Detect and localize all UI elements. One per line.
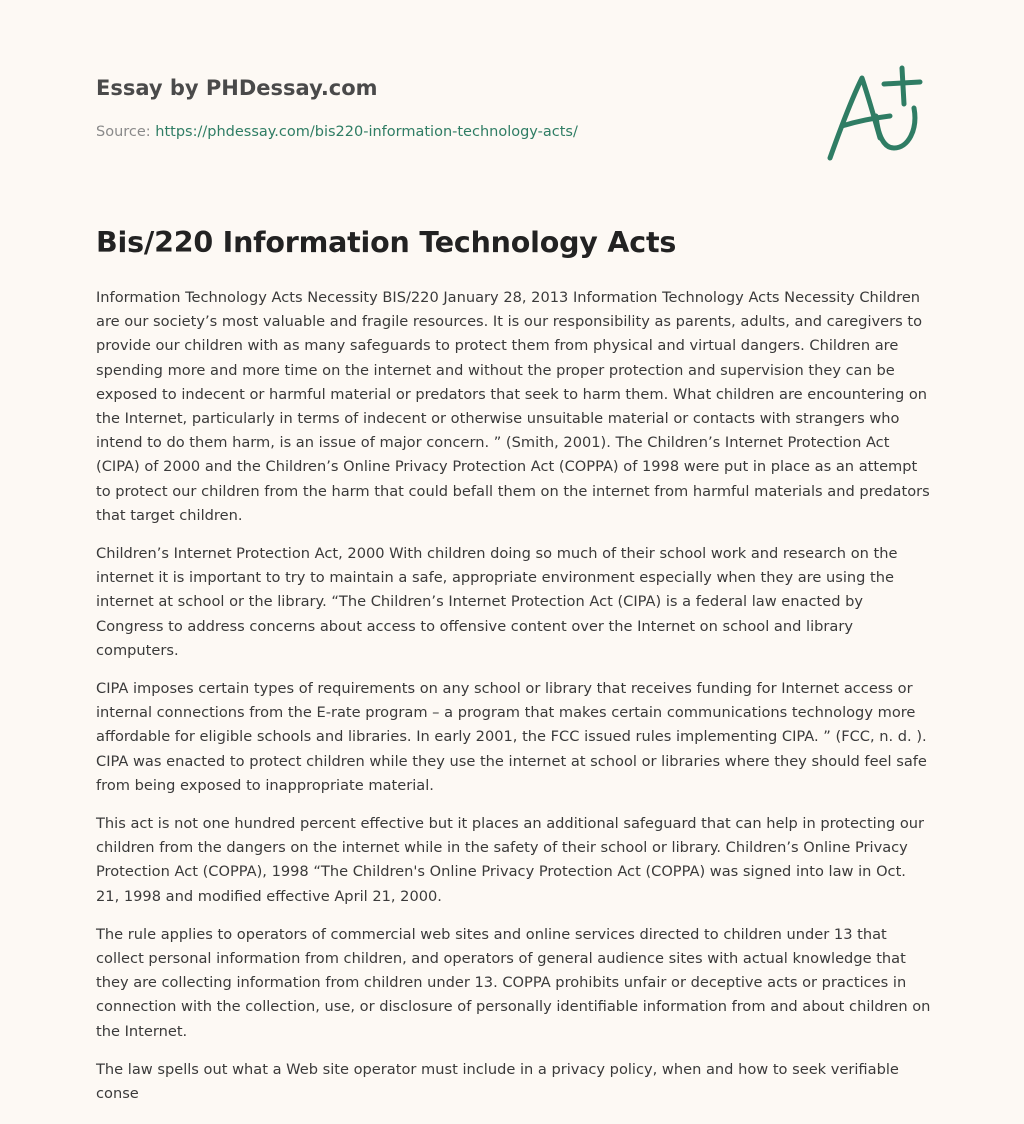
source-label: Source: [96, 124, 151, 140]
essay-paragraph: The law spells out what a Web site operator must include in a privacy policy, when and how to seek verifiable conse [96, 1060, 899, 1103]
a-plus-grade-icon [818, 64, 930, 168]
site-brand: Essay by PHDessay.com [96, 76, 378, 100]
essay-paragraph: The rule applies to operators of commercial web sites and online services directed to children under 13 that collect personal information from children, and operators of general audience sites with actual knowledge that they are collecting information from children under 13. COPPA prohibits unfair or deceptive acts or practices in connection with the collection, use, or disclosure of personally identifiable information from and about children on the Internet. [96, 925, 931, 1040]
essay-paragraph: Information Technology Acts Necessity BIS/220 January 28, 2013 Information Technology Acts Necessity Children are our society’s most valuable and fragile resources. It is our responsibility as parents, adults, and caregivers to provide our children with as many safeguards to protect them from physical and virtual dangers. Children are spending more and more time on the internet and without the proper protection and supervision they can be exposed to indecent or harmful material or predators that seek to harm them. What children are encountering on the Internet, particularly in terms of indecent or otherwise unsuitable material or contacts with strangers who intend to do them harm, is an issue of major concern. ” (Smith, 2001). The Children’s Internet Protection Act (CIPA) of 2000 and the Children’s Online Privacy Protection Act (COPPA) of 1998 were put in place as an attempt to protect our children from the harm that could befall them on the internet from harmful materials and predators that target children. [96, 289, 930, 524]
essay-title: Bis/220 Information Technology Acts [96, 226, 677, 259]
essay-paragraph: CIPA imposes certain types of requirements on any school or library that receives funding for Internet access or internal connections from the E-rate program – a program that makes certain communications technology more affordable for eligible schools and libraries. In early 2001, the FCC issued rules implementing CIPA. ” (FCC, n. d. ). CIPA was enacted to protect children while they use the internet at school or libraries where they should feel safe from being exposed to inappropriate material. [96, 680, 927, 794]
essay-paragraph: This act is not one hundred percent effective but it places an additional safeguard that can help in protecting our children from the dangers on the internet while in the safety of their school or library. Children’s Online Privacy Protection Act (COPPA), 1998 “The Children's Online Privacy Protection Act (COPPA) was signed into law in Oct. 21, 1998 and modified effective April 21, 2000. [96, 815, 925, 905]
source-line [96, 124, 578, 140]
essay-paragraph: Children’s Internet Protection Act, 2000 With children doing so much of their school work and research on the internet it is important to try to maintain a safe, appropriate environment especially when they are using the internet at school or the library. “The Children’s Internet Protection Act (CIPA) is a federal law enacted by Congress to address concerns about access to offensive content over the Internet on school and library computers. [96, 545, 898, 659]
source-link[interactable]: https://phdessay.com/bis220-information-technology-acts/ [155, 124, 578, 140]
essay-body [96, 286, 932, 1120]
